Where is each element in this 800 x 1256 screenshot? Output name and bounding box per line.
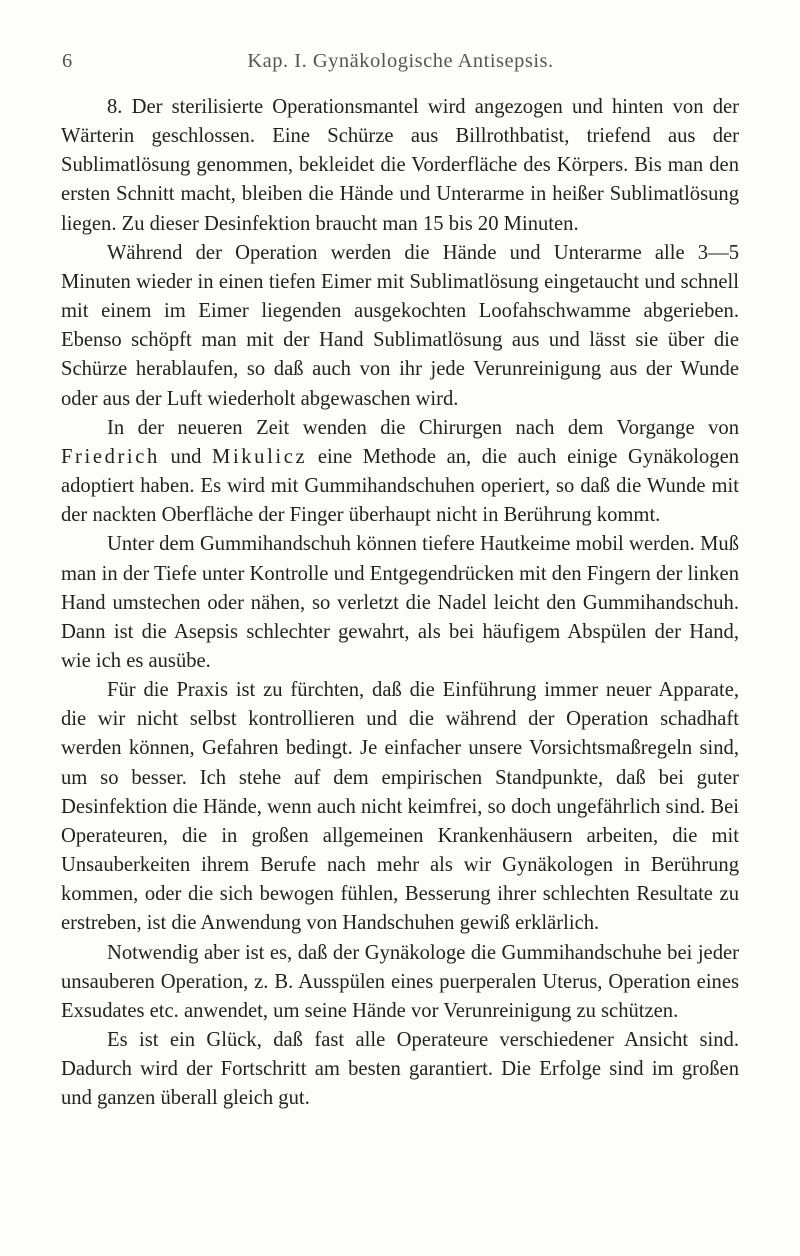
- paragraph-2: Während der Operation werden die Hände und Unterarme alle 3—5 Minuten wieder in einen tiefen Eimer mit Sublimatlösung eingetaucht und schnell mit einem im Eimer liegenden ausgekochten Loofahschwamme abgerieben. Ebenso schöpft man mit der Hand Sublimatlösung aus und lässt sie über die Schürze herablaufen, so daß auch von ihr jede Verunreinigung aus der Wunde oder aus der Luft wiederholt abgewaschen wird.: [61, 241, 739, 410]
- paragraph-3-text-after: eine Methode an, die auch einige Gynäkologen adoptiert haben. Es wird mit Gummihandschuhen operiert, so daß die Wunde mit der nackten Oberfläche der Finger überhaupt nicht in Berührung kommt.: [61, 445, 740, 527]
- page-number: 6: [62, 50, 73, 72]
- paragraph-6: Notwendig aber ist es, daß der Gynäkologe die Gummihandschuhe bei jeder unsauberen Operation, z. B. Ausspülen eines puerperalen Uterus, Operation eines Exsudates etc. anwendet, um seine Hände vor Verunreinigung zu schützen.: [61, 941, 739, 1022]
- paragraph-3-text-before: In der neueren Zeit wenden die Chirurgen nach dem Vorgange von: [107, 416, 739, 439]
- author-name-mikulicz: Mikulicz: [212, 445, 308, 468]
- paragraph-1: 8. Der sterilisierte Operationsmantel wird angezogen und hinten von der Wärterin geschlossen. Eine Schürze aus Billrothbatist, triefend aus der Sublimatlösung genommen, bekleidet die Vorderfläche des Körpers. Bis man den ersten Schnitt macht, bleiben die Hände und Unterarme in heißer Sublimatlösung liegen. Zu dieser Desinfektion braucht man 15 bis 20 Minuten.: [61, 96, 739, 235]
- author-name-friedrich: Friedrich: [61, 445, 160, 468]
- body-text: [61, 93, 739, 1113]
- paragraph-4: Unter dem Gummihandschuh können tiefere Hautkeime mobil werden. Muß man in der Tiefe unter Kontrolle und Entgegendrücken mit den Fingern der linken Hand umstechen oder nähen, so verletzt die Nadel leicht den Gummihandschuh. Dann ist die Asepsis schlechter gewahrt, als bei häufigem Abspülen der Hand, wie ich es ausübe.: [61, 533, 739, 672]
- paragraph-3: [61, 414, 739, 531]
- paragraph-3-text-between: und: [159, 445, 213, 468]
- paragraph-7: Es ist ein Glück, daß fast alle Operateure verschiedener Ansicht sind. Dadurch wird der Fortschritt am besten garantiert. Die Erfolge sind im großen und ganzen überall gleich gut.: [61, 1029, 739, 1110]
- page-header: [62, 50, 693, 74]
- paragraph-5: Für die Praxis ist zu fürchten, daß die Einführung immer neuer Apparate, die wir nicht selbst kontrollieren und die während der Operation schadhaft werden können, Gefahren bedingt. Je einfacher unsere Vorsichtsmaßregeln sind, um so besser. Ich stehe auf dem empirischen Standpunkte, daß bei guter Desinfektion die Hände, wenn auch nicht keimfrei, so doch ungefährlich sind. Bei Operateuren, die in großen allgemeinen Krankenhäusern arbeiten, die mit Unsauberkeiten ihrem Berufe nach mehr als wir Gynäkologen in Berührung kommen, oder die sich bewogen fühlen, Besserung ihrer schlechten Resultate zu erstreben, ist die Anwendung von Handschuhen gewiß erklärlich.: [61, 679, 739, 935]
- running-title: Kap. I. Gynäkologische Antisepsis.: [247, 50, 554, 72]
